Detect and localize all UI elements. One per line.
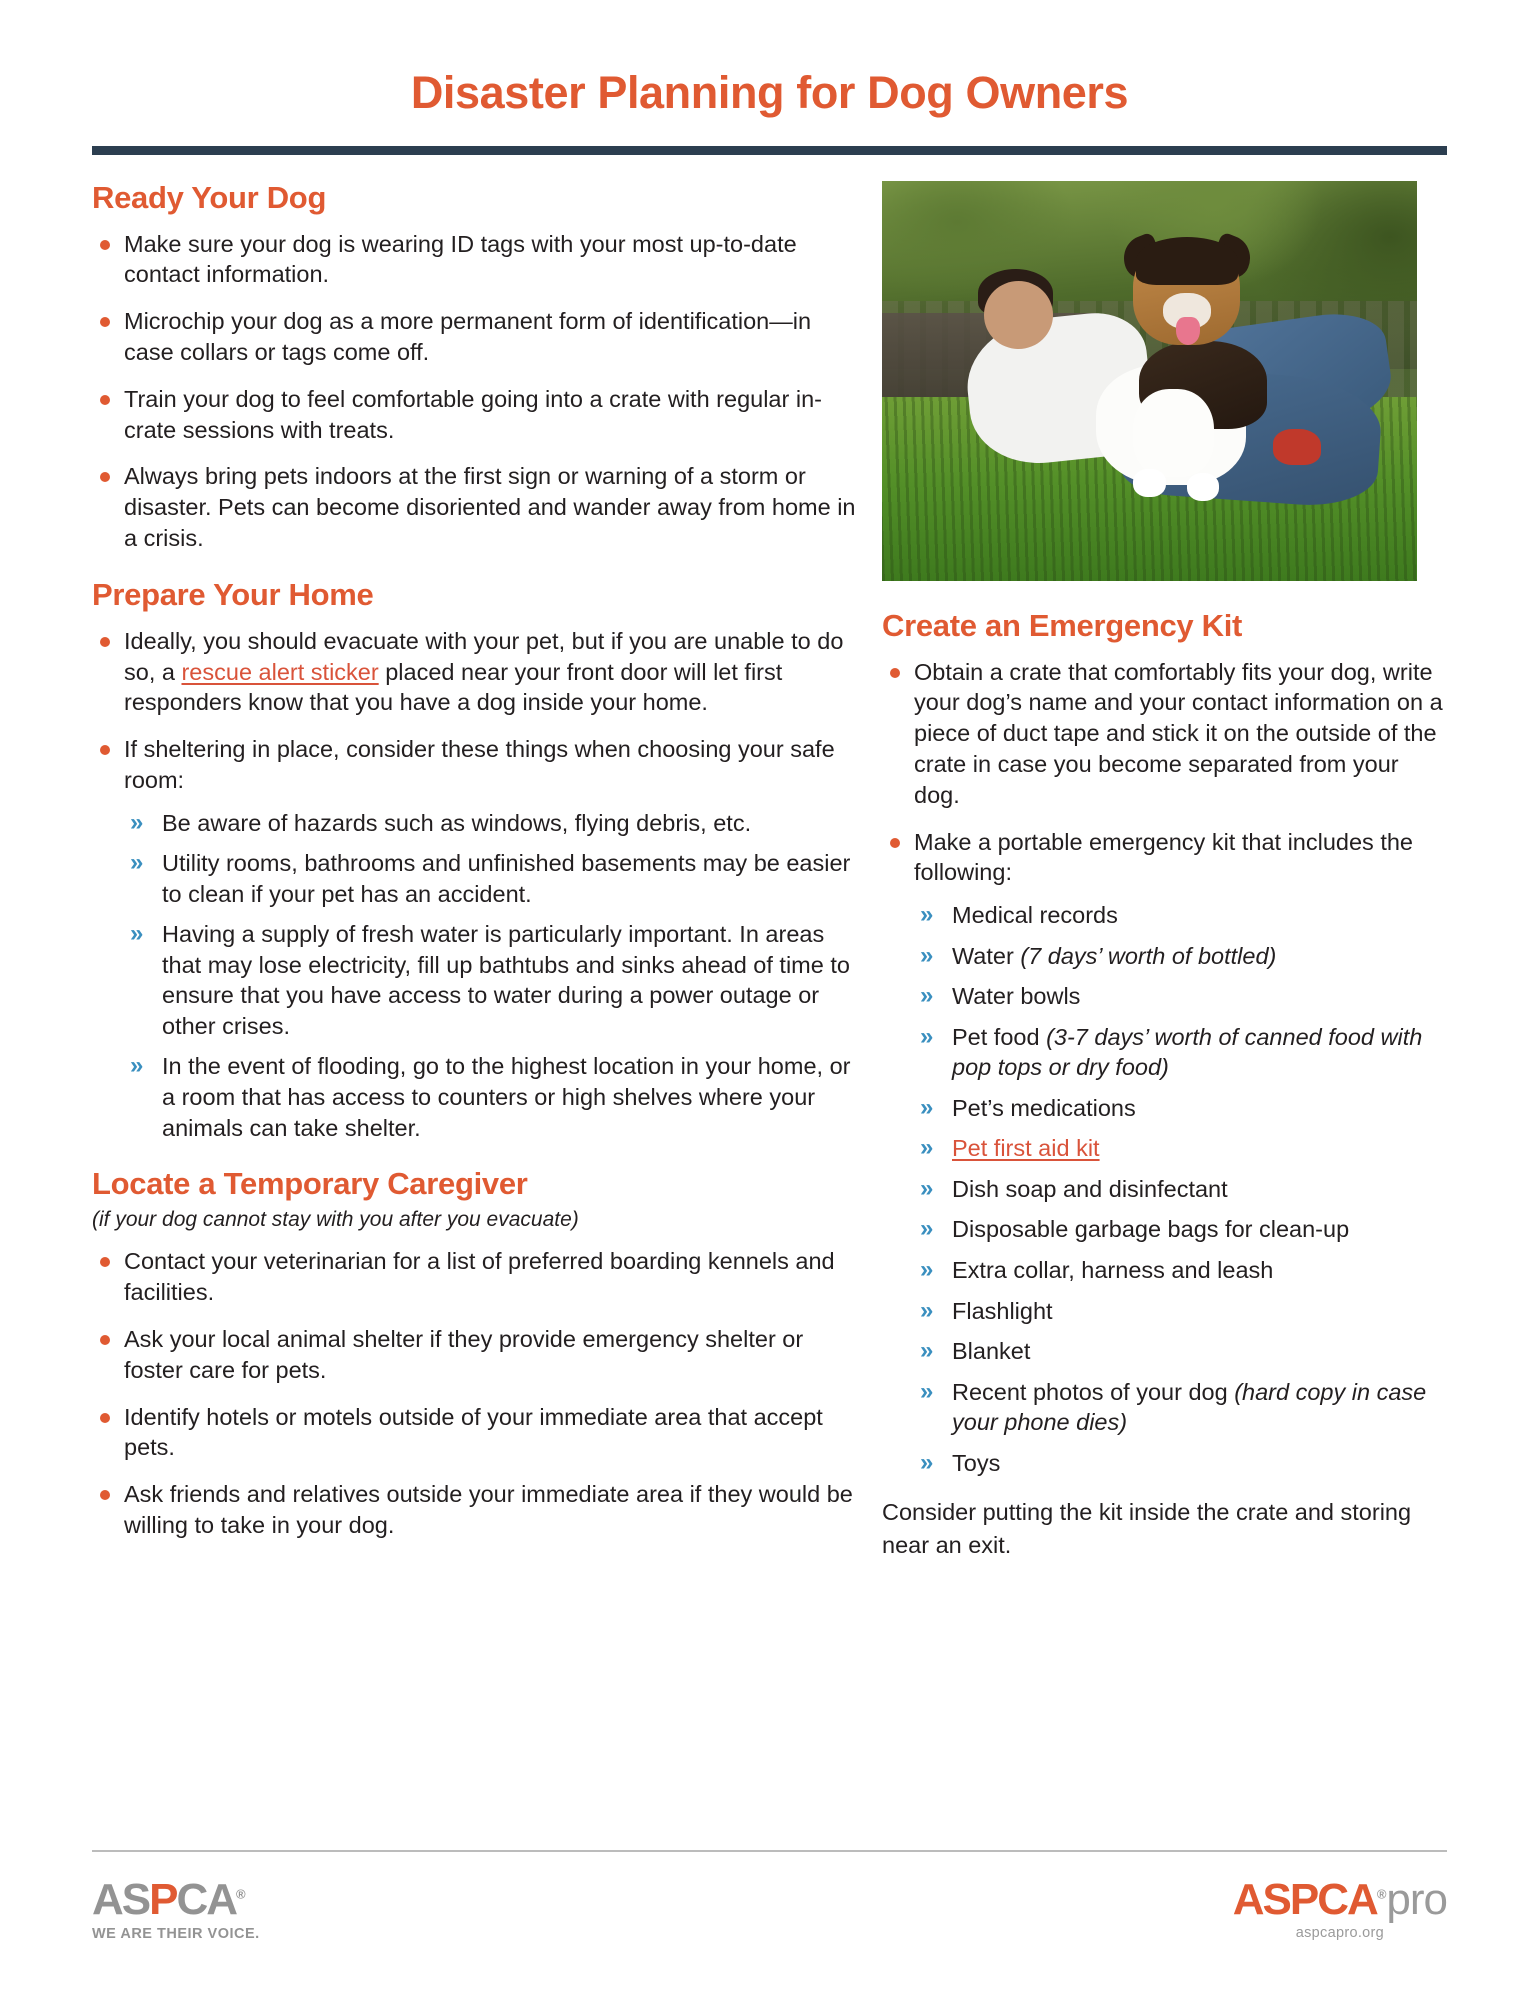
text-before-link: Ideally, you should evacuate with your pet, but if you are unable to do so, a	[124, 627, 844, 685]
list-item: Ask your local animal shelter if they provide emergency shelter or foster care for pets.	[92, 1324, 864, 1386]
locate-caregiver-list	[92, 1246, 864, 1540]
sub-list-item	[914, 1093, 1447, 1124]
kit-item-label: Dish soap and disinfectant	[952, 1175, 1228, 1202]
aspcapro-logo	[1232, 1875, 1447, 1941]
heading-locate-caregiver: Locate a Temporary Caregiver	[92, 1166, 528, 1202]
list-item: Obtain a crate that comfortably fits your dog, write your dog’s name and your contact information on a piece of duct tape and stick it on the outside of the crate in case you become separated from your dog.	[882, 657, 1447, 811]
list-item: Identify hotels or motels outside of your immediate area that accept pets.	[92, 1402, 864, 1464]
list-item: Contact your veterinarian for a list of preferred boarding kennels and facilities.	[92, 1246, 864, 1308]
list-item-text: Make a portable emergency kit that includes the following:	[914, 828, 1413, 886]
heading-ready-your-dog: Ready Your Dog	[92, 179, 327, 215]
section-emergency-kit	[882, 609, 1447, 1563]
two-column-layout	[92, 181, 1447, 1587]
heading-prepare-your-home: Prepare Your Home	[92, 576, 374, 612]
sub-list-item: » In the event of flooding, go to the highest location in your home, or a room that has access to counters or high shelves where your animals can take shelter.	[124, 1051, 864, 1143]
kit-item-label: Disposable garbage bags for clean-up	[952, 1216, 1350, 1243]
sub-list-item	[914, 1336, 1447, 1367]
sub-list-item: » Utility rooms, bathrooms and unfinished basements may be easier to clean if your pet has an accident.	[124, 848, 864, 909]
aspca-letter-p: P	[149, 1875, 177, 1924]
aspcapro-pro-suffix: pro	[1386, 1875, 1447, 1924]
right-column	[882, 181, 1447, 1587]
kit-item-note: (hard copy in case your phone dies)	[952, 1378, 1427, 1436]
sub-list-item	[914, 1022, 1447, 1083]
pet-first-aid-kit-link[interactable]: Pet first aid kit	[952, 1135, 1100, 1162]
sub-list-item	[914, 1214, 1447, 1245]
aspca-letters-as: AS	[92, 1875, 150, 1924]
aspcapro-wordmark	[1232, 1875, 1447, 1924]
sub-list-item: » Having a supply of fresh water is particularly important. In areas that may lose electricity, fill up bathtubs and sinks ahead of time to ensure that you have access to water during a power outage or other crises.	[124, 919, 864, 1041]
page-title: Disaster Planning for Dog Owners	[410, 67, 1129, 118]
page-footer	[92, 1850, 1447, 1942]
sub-list-item	[914, 941, 1447, 972]
sub-list-item	[914, 981, 1447, 1012]
photo-dog-mask	[1136, 237, 1238, 285]
prepare-your-home-list	[92, 626, 864, 1143]
list-item: Always bring pets indoors at the first sign or warning of a storm or disaster. Pets can become disoriented and wander away from home in a crisis.	[92, 461, 864, 553]
text-after-link: placed near your front door will let first responders know that you have a dog inside your home.	[124, 658, 783, 716]
photo-person-shoe	[1273, 429, 1321, 465]
list-item	[882, 827, 1447, 1479]
list-item: Ask friends and relatives outside your immediate area if they would be willing to take in your dog.	[92, 1479, 864, 1541]
list-item: Microchip your dog as a more permanent form of identification—in case collars or tags come off.	[92, 306, 864, 368]
kit-item-note: (3-7 days’ worth of canned food with pop tops or dry food)	[952, 1023, 1423, 1081]
aspca-tagline: WE ARE THEIR VOICE.	[92, 1926, 260, 1942]
footer-divider	[92, 1850, 1447, 1852]
section-locate-caregiver	[92, 1167, 864, 1541]
aspcapro-url: aspcapro.org	[1295, 1925, 1385, 1941]
sub-list-item	[914, 1296, 1447, 1327]
list-item	[92, 734, 864, 1143]
aspca-letters-ca: CA	[176, 1875, 237, 1924]
sub-list-item	[914, 900, 1447, 931]
list-item-text: If sheltering in place, consider these things when choosing your safe room:	[124, 736, 835, 793]
sub-list-item	[914, 1174, 1447, 1205]
aspca-wordmark	[92, 1875, 260, 1924]
dog-and-owner-photo	[882, 181, 1417, 581]
kit-item-label: Water	[952, 942, 1021, 969]
kit-item-label: Toys	[952, 1449, 1001, 1476]
aspca-logo	[92, 1875, 260, 1942]
list-item	[92, 626, 864, 718]
footer-logos-row	[92, 1875, 1447, 1942]
photo-dog-tongue	[1176, 317, 1200, 345]
kit-item-label: Extra collar, harness and leash	[952, 1256, 1274, 1283]
rescue-alert-sticker-link[interactable]: rescue alert sticker	[181, 658, 379, 685]
photo-dog-paw-right	[1187, 473, 1219, 501]
kit-item-label: Water bowls	[952, 983, 1081, 1010]
photo-person-head	[984, 281, 1054, 349]
aspcapro-letters: ASPCA	[1232, 1875, 1377, 1924]
kit-item-label: Flashlight	[952, 1297, 1053, 1324]
photo-dog-paw-left	[1133, 469, 1165, 497]
kit-item-note: (7 days’ worth of bottled)	[1020, 942, 1277, 969]
kit-item-label: Pet’s medications	[952, 1094, 1136, 1121]
ready-your-dog-list	[92, 229, 864, 554]
emergency-kit-checklist	[914, 900, 1447, 1478]
kit-item-label: Recent photos of your dog	[952, 1378, 1235, 1405]
sub-list-item	[914, 1255, 1447, 1286]
kit-item-label: Blanket	[952, 1338, 1031, 1365]
safe-room-sublist	[124, 808, 864, 1143]
sub-list-item: » Be aware of hazards such as windows, flying debris, etc.	[124, 808, 864, 839]
sub-list-item	[914, 1377, 1447, 1438]
list-item: Train your dog to feel comfortable going into a crate with regular in-crate sessions with treats.	[92, 384, 864, 446]
sub-list-item	[914, 1448, 1447, 1479]
title-divider	[92, 146, 1447, 155]
heading-emergency-kit: Create an Emergency Kit	[882, 607, 1243, 643]
list-item: Make sure your dog is wearing ID tags with your most up-to-date contact information.	[92, 229, 864, 291]
sub-list-item[interactable]	[914, 1133, 1447, 1164]
emergency-kit-closing-note: Consider putting the kit inside the crate and storing near an exit.	[882, 1499, 1412, 1559]
section-prepare-your-home	[92, 578, 864, 1143]
section-ready-your-dog	[92, 181, 864, 554]
kit-item-label: Medical records	[952, 902, 1118, 929]
aspcapro-registered-mark: ®	[1376, 1886, 1387, 1902]
kit-item-label: Pet food	[952, 1023, 1047, 1050]
aspca-registered-mark: ®	[236, 1886, 246, 1902]
subheading-locate-caregiver: (if your dog cannot stay with you after you evacuate)	[92, 1208, 579, 1232]
left-column	[92, 181, 882, 1565]
photo-dog-chest	[1133, 389, 1213, 477]
emergency-kit-list	[882, 657, 1447, 1479]
